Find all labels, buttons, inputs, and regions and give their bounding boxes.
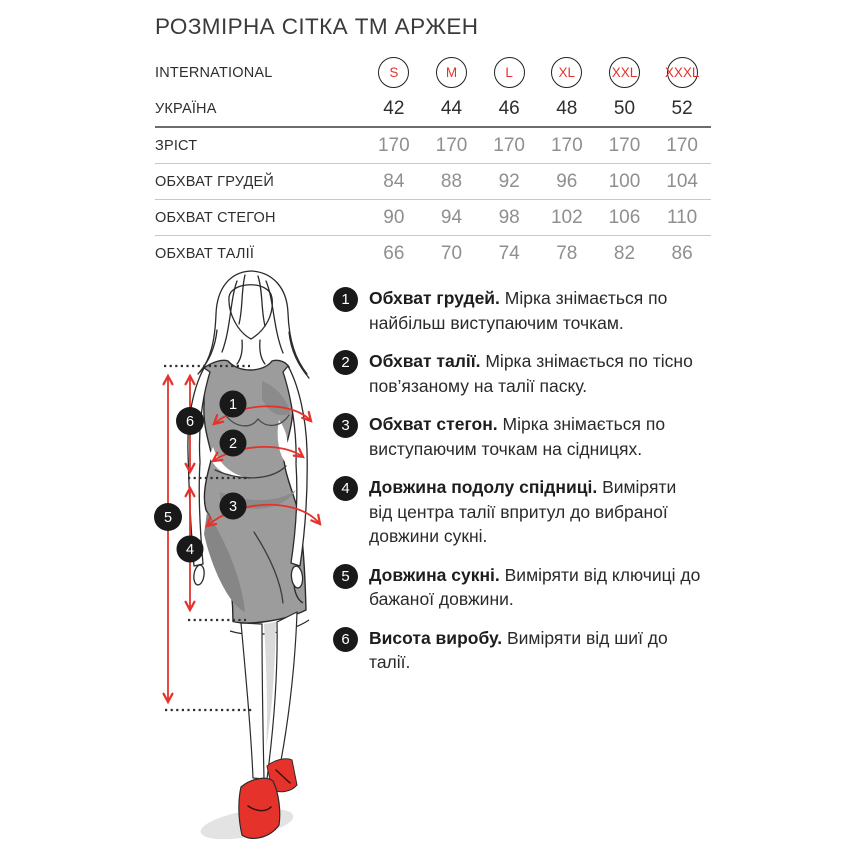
measure-value: 92	[498, 170, 520, 192]
figure-marker-6-label: 6	[185, 414, 195, 430]
shoes	[239, 759, 297, 839]
legend-text	[369, 349, 703, 398]
measure-value: 104	[666, 170, 698, 192]
measure-value: 70	[440, 242, 463, 264]
figure-marker-5-label: 5	[163, 510, 173, 526]
measure-value: 170	[666, 134, 698, 156]
legend-marker-3: 3	[333, 413, 358, 438]
measure-value: 100	[608, 170, 641, 192]
row-values	[365, 57, 711, 88]
legend-marker-5: 5	[333, 564, 358, 589]
measure-value: 106	[608, 206, 641, 228]
figure-marker-4-label: 4	[185, 542, 195, 558]
legend-term: Довжина подолу спідниці.	[369, 477, 598, 497]
row-label: ОБХВАТ ТАЛІЇ	[155, 245, 255, 262]
measure-value: 94	[440, 206, 463, 228]
measure-value: 170	[377, 134, 410, 156]
size-badge-m: M	[436, 57, 467, 88]
measure-value: 170	[550, 134, 583, 156]
row-label: ОБХВАТ СТЕГОН	[155, 209, 276, 226]
legend-item-3	[333, 412, 703, 461]
size-value: 44	[440, 97, 463, 119]
legend-term: Висота виробу.	[369, 627, 503, 648]
size-badge-s: S	[378, 57, 409, 88]
measure-value: 82	[613, 242, 636, 264]
size-value: 48	[556, 97, 578, 119]
legend-text	[369, 475, 703, 549]
measure-value: 170	[435, 134, 468, 156]
size-value: 52	[671, 97, 693, 119]
legend-marker-4: 4	[333, 476, 358, 501]
table-row-waist	[155, 235, 711, 271]
size-badge-xxxl: XXXL	[667, 57, 698, 88]
measure-value: 102	[550, 206, 583, 228]
row-values	[365, 243, 711, 265]
legend-term: Обхват грудей.	[369, 288, 500, 308]
legend-text	[369, 286, 703, 335]
legend-text	[369, 412, 703, 461]
row-label: INTERNATIONAL	[155, 64, 273, 81]
row-label: ЗРІСТ	[155, 137, 198, 154]
table-row-international	[155, 54, 711, 91]
size-value: 46	[498, 97, 520, 119]
legend-item-4	[333, 475, 703, 549]
legend-desc: Мірка знімається по найбільш виступаючим точкам.	[369, 288, 668, 333]
legend-marker-2: 2	[333, 350, 358, 375]
legend-term: Обхват талії.	[369, 351, 481, 371]
size-badge-xl: XL	[551, 57, 582, 88]
legend-item-6	[333, 626, 703, 675]
legend-text	[369, 563, 703, 612]
measure-value: 170	[493, 134, 525, 156]
legend-term: Обхват стегон.	[369, 414, 498, 434]
size-badge-xxl: XXL	[609, 57, 640, 88]
measure-value: 98	[498, 206, 520, 228]
legend-term: Довжина сукні.	[369, 564, 500, 585]
row-values	[365, 171, 711, 193]
row-label: ОБХВАТ ГРУДЕЙ	[155, 173, 275, 190]
measure-value: 66	[383, 242, 405, 264]
row-values	[365, 98, 711, 120]
legend-marker-1: 1	[333, 287, 358, 312]
table-row-height	[155, 126, 711, 163]
size-badge-l: L	[494, 57, 525, 88]
row-values	[365, 135, 711, 157]
table-row-hips	[155, 199, 711, 235]
measure-value: 74	[498, 242, 520, 264]
measure-value: 84	[383, 170, 405, 192]
measure-value: 96	[556, 170, 578, 192]
measure-value: 78	[556, 242, 578, 264]
legend-desc: Виміряти від шиї до талії.	[369, 627, 668, 672]
legs	[241, 612, 297, 781]
legend-item-2	[333, 349, 703, 398]
legend-desc: Виміряти від центра талії впритул до вибраної довжини сукні.	[369, 477, 677, 546]
row-label: УКРАЇНА	[155, 100, 217, 117]
measure-value: 170	[608, 134, 641, 156]
legend-text	[369, 626, 703, 675]
size-value: 50	[613, 97, 636, 119]
legend-item-1	[333, 286, 703, 335]
legend-marker-6: 6	[333, 627, 358, 652]
figure-marker-3-label: 3	[228, 499, 238, 515]
table-row-ukraine	[155, 91, 711, 126]
row-values	[365, 207, 711, 229]
legend-desc: Мірка знімається по тісно пов’язаному на талії паску.	[369, 351, 693, 396]
figure-marker-1-label: 1	[228, 397, 238, 413]
measure-value: 86	[671, 242, 693, 264]
size-table	[155, 54, 711, 271]
figure-illustration	[140, 268, 345, 850]
measure-value: 110	[666, 206, 698, 228]
legend-item-5	[333, 563, 703, 612]
measure-value: 88	[440, 170, 463, 192]
measure-value: 90	[383, 206, 405, 228]
legend-desc: Мірка знімається по виступаючим точкам на сідницях.	[369, 414, 666, 459]
figure-marker-2-label: 2	[228, 436, 238, 452]
legend-desc: Виміряти від ключиці до бажаної довжини.	[369, 564, 701, 609]
measurement-legend	[333, 286, 703, 675]
size-value: 42	[383, 97, 405, 119]
page-title: РОЗМІРНА СІТКА ТМ АРЖЕН	[155, 14, 479, 39]
table-row-chest	[155, 163, 711, 199]
